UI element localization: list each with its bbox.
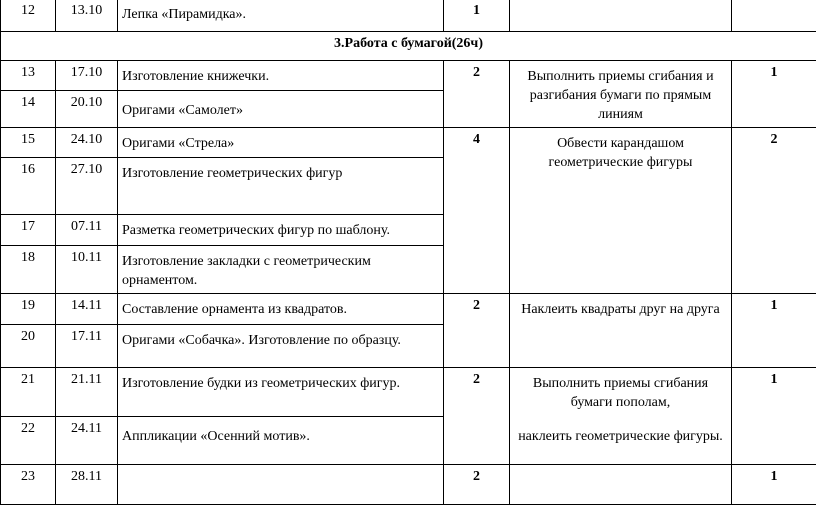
grade-cell: 1 xyxy=(732,61,816,128)
topic-text: Лепка «Пирамидка». xyxy=(122,1,439,24)
row-topic xyxy=(118,91,444,128)
table-row xyxy=(1,0,816,32)
row-number: 19 xyxy=(1,294,56,325)
topic-text: Оригами «Собачка». Изготовление по образцу. xyxy=(122,327,439,350)
row-topic xyxy=(118,325,444,368)
goal-cell xyxy=(510,128,732,294)
topic-text: Аппликации «Осенний мотив». xyxy=(122,419,439,446)
row-number: 21 xyxy=(1,368,56,417)
goal-cell xyxy=(510,0,732,32)
hours-cell: 1 xyxy=(444,0,510,32)
goal-text-line-2: наклеить геометрические фигуры. xyxy=(514,427,727,446)
row-topic xyxy=(118,465,444,505)
goal-text: Обвести карандашом геометрические фигуры xyxy=(514,130,727,172)
row-topic xyxy=(118,215,444,246)
table-row xyxy=(1,128,816,158)
row-date: 17.11 xyxy=(56,325,118,368)
hours-cell: 4 xyxy=(444,128,510,294)
row-number: 18 xyxy=(1,246,56,294)
row-topic xyxy=(118,128,444,158)
row-date: 24.10 xyxy=(56,128,118,158)
row-topic xyxy=(118,0,444,32)
topic-text: Оригами «Самолет» xyxy=(122,93,439,120)
row-number: 20 xyxy=(1,325,56,368)
hours-cell: 2 xyxy=(444,61,510,128)
row-number: 17 xyxy=(1,215,56,246)
table-row xyxy=(1,61,816,91)
row-date: 17.10 xyxy=(56,61,118,91)
row-date: 28.11 xyxy=(56,465,118,505)
table-row xyxy=(1,368,816,417)
goal-cell xyxy=(510,368,732,465)
grade-cell: 1 xyxy=(732,294,816,368)
row-topic xyxy=(118,61,444,91)
topic-text: Изготовление геометрических фигур xyxy=(122,160,439,183)
goal-cell xyxy=(510,465,732,505)
goal-text: Выполнить приемы сгибания и разгибания бумаги по прямым линиям xyxy=(514,63,727,124)
row-topic xyxy=(118,294,444,325)
goal-text: Наклеить квадраты друг на друга xyxy=(514,296,727,319)
row-number: 16 xyxy=(1,158,56,215)
row-number: 15 xyxy=(1,128,56,158)
row-number: 12 xyxy=(1,0,56,32)
topic-text: Разметка геометрических фигур по шаблону. xyxy=(122,217,439,240)
hours-cell: 2 xyxy=(444,368,510,465)
goal-cell xyxy=(510,294,732,368)
table-row xyxy=(1,294,816,325)
goal-cell xyxy=(510,61,732,128)
grade-cell: 1 xyxy=(732,368,816,465)
row-date: 20.10 xyxy=(56,91,118,128)
topic-text: Составление орнамента из квадратов. xyxy=(122,296,439,319)
row-number: 22 xyxy=(1,417,56,465)
topic-text: Оригами «Стрела» xyxy=(122,130,439,153)
row-date: 13.10 xyxy=(56,0,118,32)
row-date: 10.11 xyxy=(56,246,118,294)
goal-text-line-1: Выполнить приемы сгибания бумаги пополам, xyxy=(514,370,727,412)
row-topic xyxy=(118,158,444,215)
hours-cell: 2 xyxy=(444,465,510,505)
row-date: 14.11 xyxy=(56,294,118,325)
grade-cell: 1 xyxy=(732,465,816,505)
table-row xyxy=(1,465,816,505)
grade-cell xyxy=(732,0,816,32)
row-number: 14 xyxy=(1,91,56,128)
row-date: 21.11 xyxy=(56,368,118,417)
row-topic xyxy=(118,368,444,417)
section-row xyxy=(1,32,816,61)
section-title: 3.Работа с бумагой(26ч) xyxy=(1,32,816,61)
row-topic xyxy=(118,417,444,465)
row-date: 27.10 xyxy=(56,158,118,215)
topic-text: Изготовление будки из геометрических фигур. xyxy=(122,370,439,393)
hours-cell: 2 xyxy=(444,294,510,368)
topic-text: Изготовление закладки с геометрическим орнаментом. xyxy=(122,248,439,290)
grade-cell: 2 xyxy=(732,128,816,294)
row-date: 07.11 xyxy=(56,215,118,246)
row-number: 23 xyxy=(1,465,56,505)
row-date: 24.11 xyxy=(56,417,118,465)
row-topic xyxy=(118,246,444,294)
topic-text: Изготовление книжечки. xyxy=(122,63,439,86)
row-number: 13 xyxy=(1,61,56,91)
